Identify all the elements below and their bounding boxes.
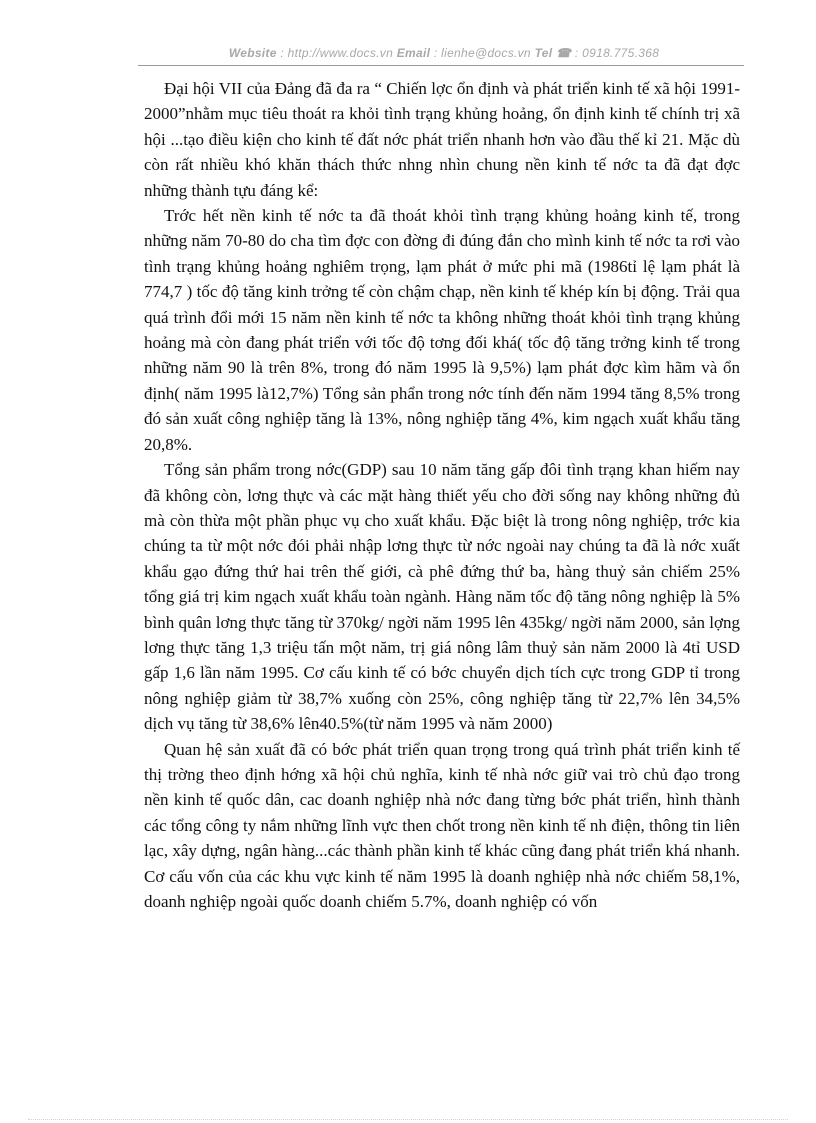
footer-divider xyxy=(28,1119,788,1120)
page-header xyxy=(144,46,744,60)
paragraph-4: Quan hệ sản xuất đã có bớc phát triển quan trọng trong quá trình phát triển kinh tế thị trờng theo định hớng xã hội chủ nghĩa, kinh tế nhà nớc giữ vai trò chủ đạo trong nền kinh tế quốc dân, cac doanh nghiệp nhà nớc đang từng bớc phát triển, hình thành các tổng công ty nắm những lĩnh vực then chốt trong nền kinh tế nh điện, thông tin liên lạc, xây dựng, ngân hàng...các thành phần kinh tế khác cũng đang phát triển khá nhanh. Cơ cấu vốn của các khu vực kinh tế năm 1995 là doanh nghiệp nhà nớc chiếm 58,1%, doanh nghiệp ngoài quốc doanh chiếm 5.7%, doanh nghiệp có vốn xyxy=(144,739,740,911)
tel-label: Tel ☎ xyxy=(534,46,572,60)
tel-value: : 0918.775.368 xyxy=(574,46,660,60)
header-divider xyxy=(138,65,744,66)
email-label: Email xyxy=(396,46,431,60)
email-value: : lienhe@docs.vn xyxy=(433,46,531,60)
paragraph-2: Trớc hết nền kinh tế nớc ta đã thoát khỏi tình trạng khủng hoảng kinh tế, trong những năm 70-80 do cha tìm đợc con đờng đi đúng đắn cho mình kinh tế nớc ta rơi vào tình trạng khủng hoảng nghiêm trọng, lạm phát ở mức phi mã (1986tỉ lệ lạm phát là 774,7 ) tốc độ tăng kinh trởng tế còn chậm chạp, nền kinh tế khép kín bị động. Trải qua quá trình đổi mới 15 năm nền kinh tế nớc ta không những thoát khỏi tình trạng khủng hoảng mà còn đang phát triển với tốc độ tơng đối khá( tốc độ tăng trởng kinh tế trong những năm 90 là trên 8%, trong đó năm 1995 là 9,5%) lạm phát đợc kìm hãm và ổn định( năm 1995 là12,7%) Tổng sản phẩn trong nớc tính đến năm 1994 tăng 8,5% trong đó sản xuất công nghiệp tăng là 13%, nông nghiệp tăng 4%, kim ngạch xuất khẩu tăng 20,8%. xyxy=(144,206,740,454)
document-body xyxy=(144,76,740,914)
website-label: Website xyxy=(228,46,277,60)
paragraph-3: Tổng sản phẩm trong nớc(GDP) sau 10 năm tăng gấp đôi tình trạng khan hiếm nay đã không còn, lơng thực và các mặt hàng thiết yếu cho đời sống nay không những đủ mà còn thừa một phần phục vụ cho xuất khẩu. Đặc biệt là trong nông nghiệp, trớc kia chúng ta từ một nớc đói phải nhập lơng thực từ nớc ngoài nay chúng ta đã là nớc xuất khẩu gạo đứng thứ hai trên thế giới, cà phê đứng thứ ba, hàng thuỷ sản chiếm 25% tổng giá trị kim ngạch xuất khẩu toàn ngành. Hàng năm tốc độ tăng nông nghiệp là 5% bình quân lơng thực tăng từ 370kg/ ngời năm 1995 lên 435kg/ ngời năm 2000, sản lợng lơng thực tăng 1,3 triệu tấn một năm, trị giá nông lâm thuỷ sản năm 2000 là 4tỉ USD gấp 1,6 lần năm 1995. Cơ cấu kinh tế có bớc chuyển dịch tích cực trong GDP tỉ trong nông nghiệp giảm từ 38,7% xuống còn 25%, công nghiệp tăng từ 22,7% lên 34,5% dịch vụ tăng từ 38,6% lên40.5%(từ năm 1995 và năm 2000) xyxy=(144,460,740,734)
paragraph-1: Đại hội VII của Đảng đã đa ra “ Chiến lợc ổn định và phát triển kinh tế xã hội 1991-2000”nhằm mục tiêu thoát ra khỏi tình trạng khủng hoảng, ổn định kinh tế chính trị xã hội ...tạo điều kiện cho kinh tế đất nớc phát triển nhanh hơn vào đầu thế kỉ 21. Mặc dù còn rất nhiều khó khăn thách thức nhng nhìn chung nền kinh tế nớc ta đã đạt đợc những thành tựu đáng kể: xyxy=(144,79,740,200)
website-value: : http://www.docs.vn xyxy=(280,46,394,60)
